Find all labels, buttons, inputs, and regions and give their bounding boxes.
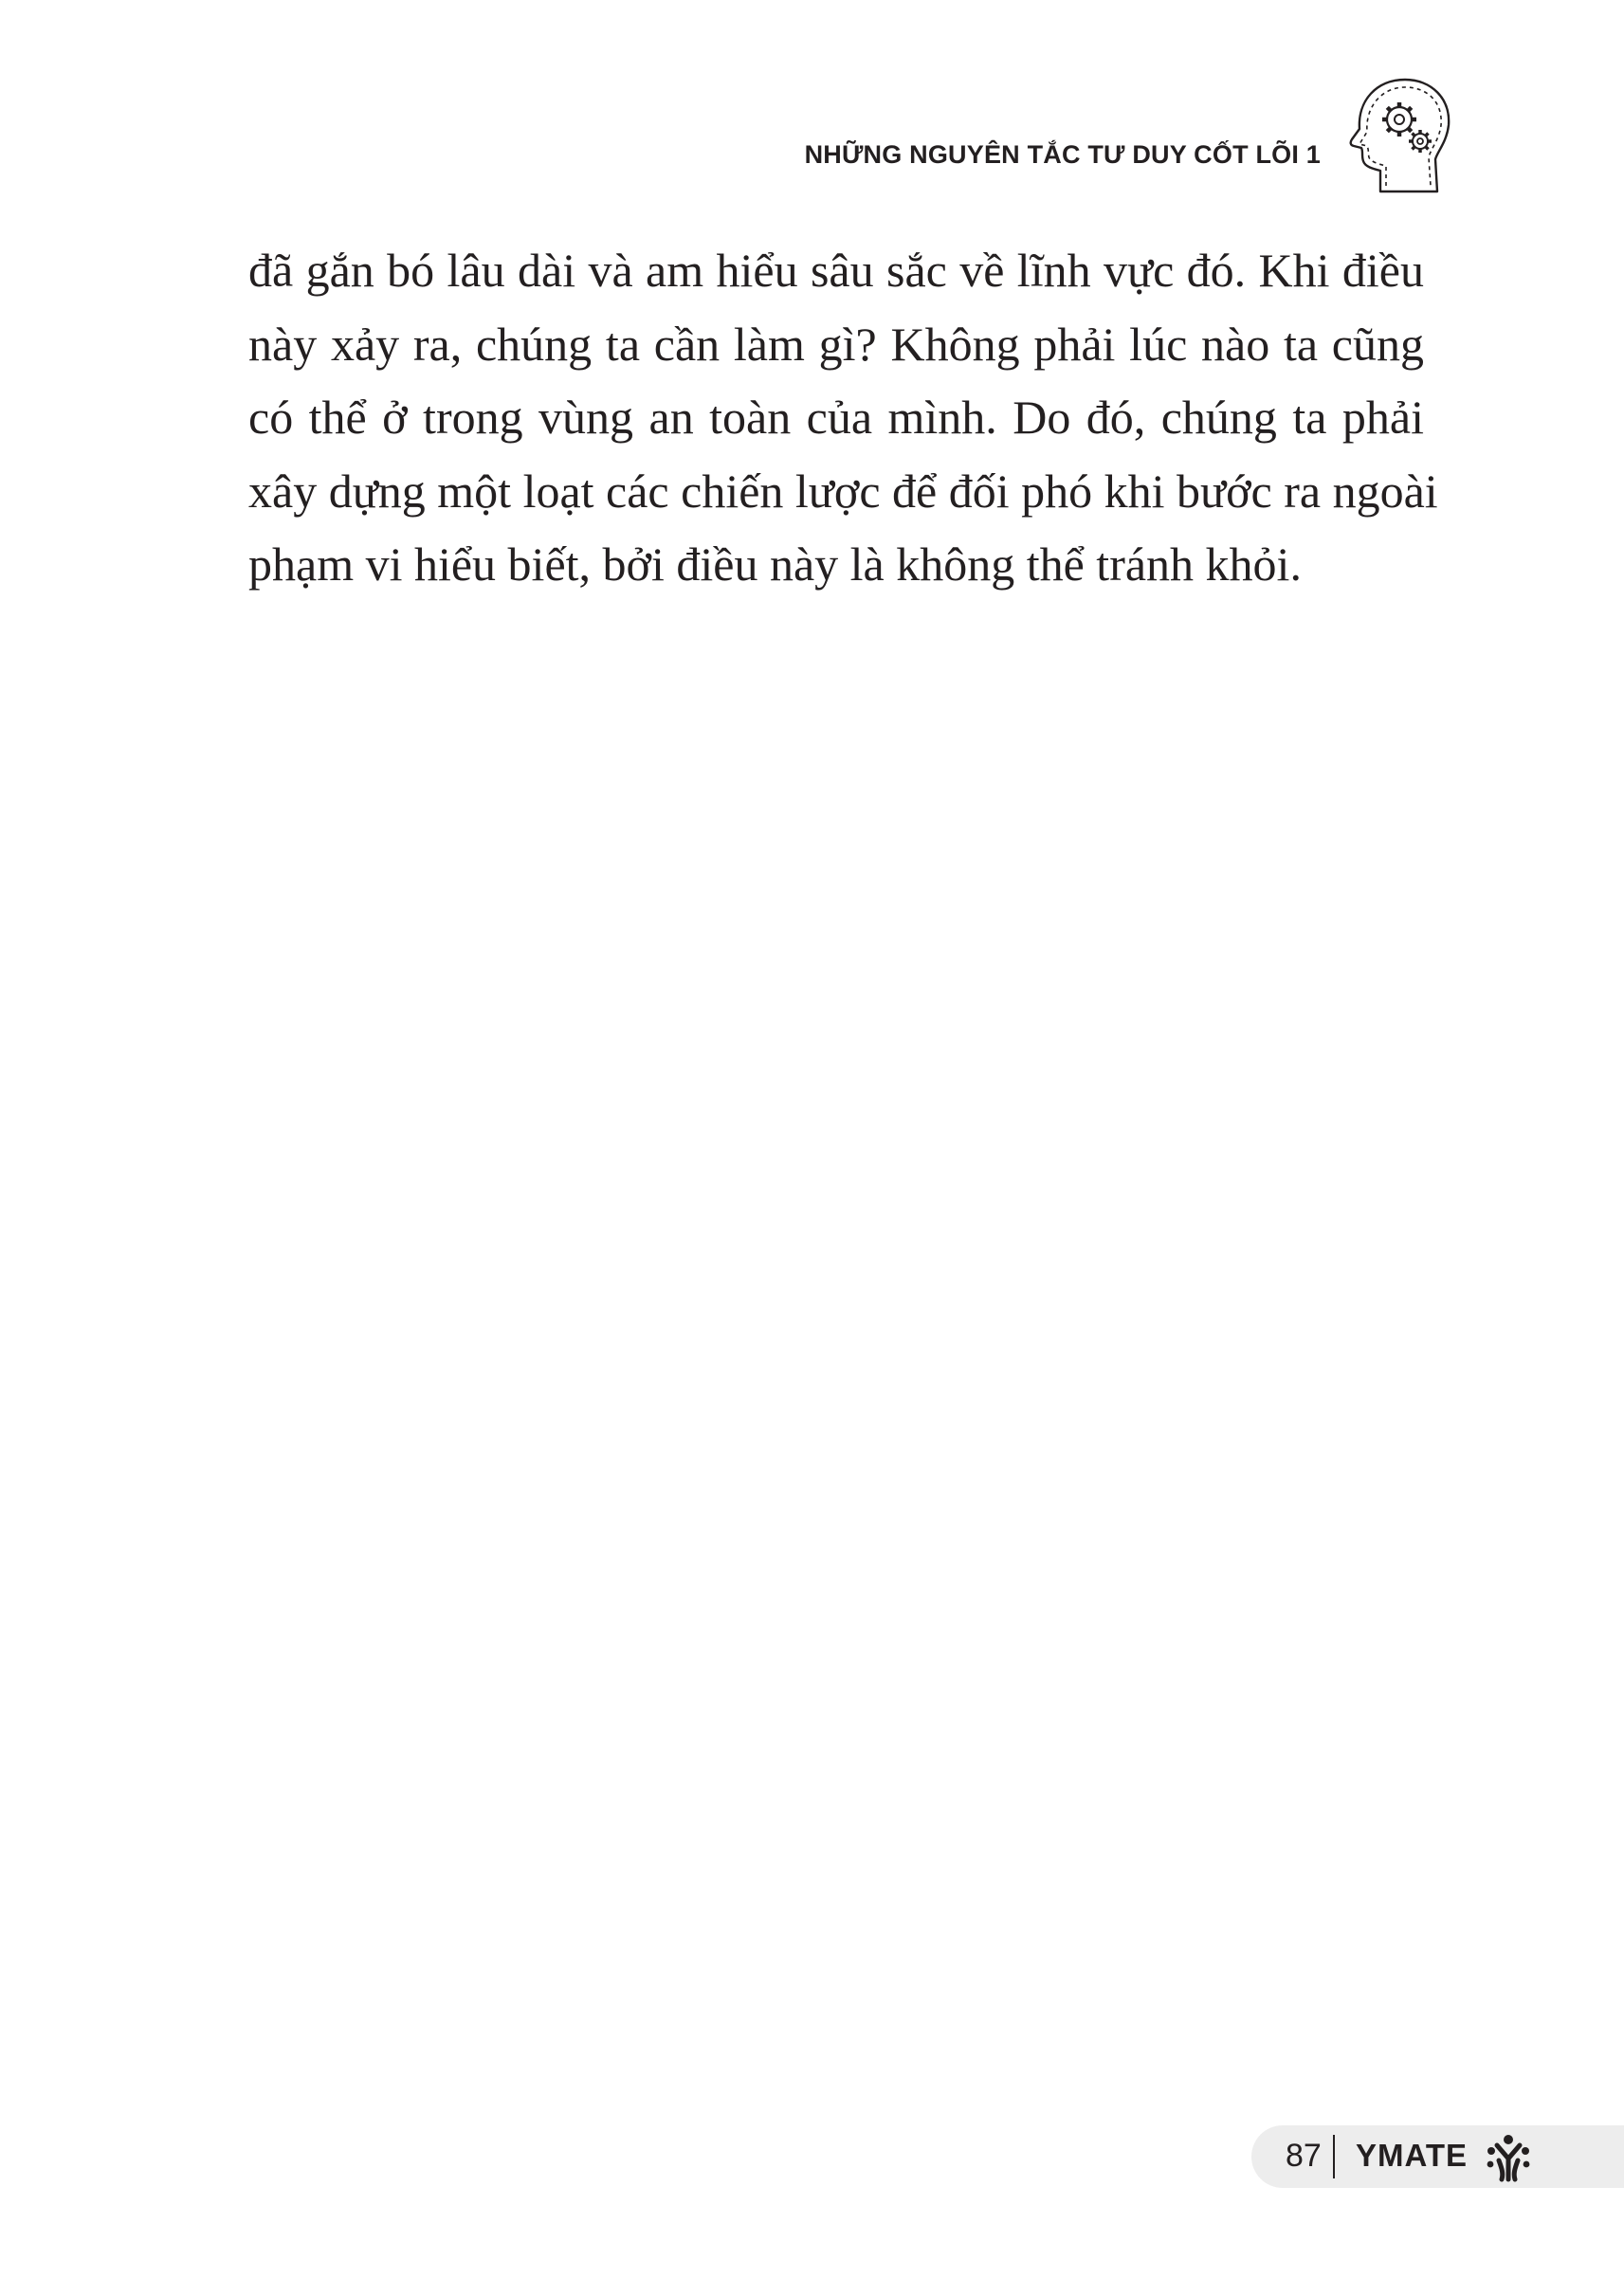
body-line: có thể ở trong vùng an toàn của mình. Do đó, chúng ta phải <box>248 391 1424 444</box>
body-line: đã gắn bó lâu dài và am hiểu sâu sắc về lĩnh vực đó. Khi điều <box>248 244 1424 297</box>
body-line: này xảy ra, chúng ta cần làm gì? Không phải lúc nào ta cũng <box>248 317 1424 371</box>
head-with-gears-icon <box>1344 72 1458 197</box>
body-line: phạm vi hiểu biết, bởi điều này là không thể tránh khỏi. <box>248 538 1302 591</box>
ymate-logo-icon <box>1483 2132 1534 2183</box>
body-line: xây dựng một loạt các chiến lược để đối phó khi bước ra ngoài <box>248 464 1438 518</box>
running-header-title: NHỮNG NGUYÊN TẮC TƯ DUY CỐT LÕI 1 <box>804 140 1321 169</box>
body-paragraph <box>248 234 1438 602</box>
footer-divider <box>1333 2135 1335 2178</box>
brand-name: YMATE <box>1356 2138 1469 2173</box>
page-number: 87 <box>1286 2138 1322 2174</box>
